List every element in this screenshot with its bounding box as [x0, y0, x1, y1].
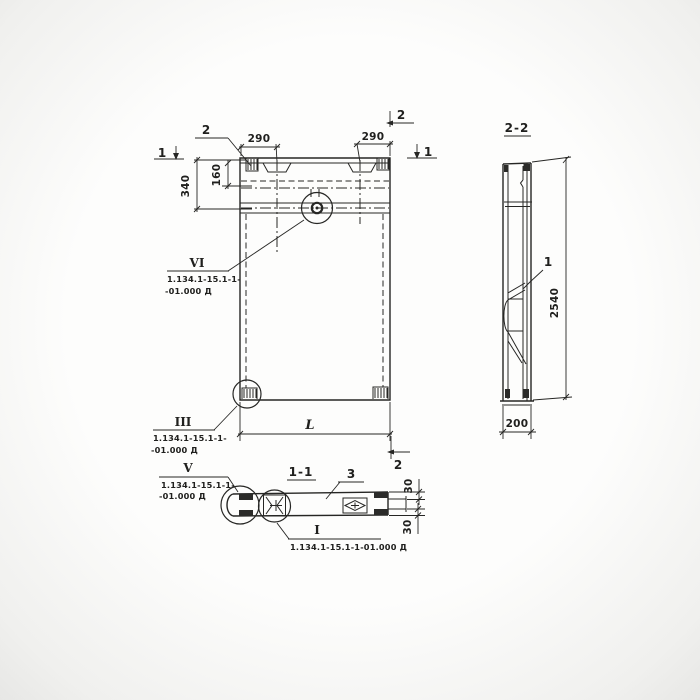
detail-v-ref-line2: -01.000 Д: [159, 491, 206, 501]
callout-1-label: 1: [543, 255, 553, 269]
detail-vi-label: VI: [189, 256, 205, 270]
detail-i-ref-line: 1.134.1-15.1-1-01.000 Д: [290, 542, 408, 552]
front-bottom-left-block: [242, 388, 257, 399]
front-outline: [240, 158, 390, 400]
dim-30-bottom: [389, 503, 425, 535]
callout-detail-iii: [151, 406, 237, 455]
detail-v-label: V: [183, 461, 193, 475]
dim-2540: [532, 156, 572, 400]
embedded-socket: [264, 495, 286, 516]
front-top-left-block: [246, 158, 258, 171]
front-hidden-lines: [241, 160, 389, 388]
detail-iii-ref-line2: -01.000 Д: [151, 445, 198, 455]
detail-vi-ref-line2: -01.000 Д: [165, 286, 212, 296]
callout-3: [326, 467, 364, 499]
section-mark-1-left: [154, 146, 184, 160]
detail-iii-ref-line1: 1.134.1-15.1-1-: [153, 433, 227, 443]
section-1-1-view: [159, 461, 425, 552]
callout-2-label: 2: [201, 123, 211, 137]
dim-30-top-value: 30: [403, 478, 415, 494]
section-1-1-title-text: 1-1: [288, 465, 314, 479]
front-view: [151, 108, 437, 472]
section-2-2-view: [499, 121, 572, 439]
dim-30-bottom-value: 30: [402, 519, 414, 535]
dim-290-left-value: 290: [247, 133, 271, 145]
side-outline: [500, 163, 534, 405]
section-mark-1-right: [407, 144, 437, 159]
front-top-notches: [263, 163, 376, 172]
embedded-plate: [343, 498, 367, 513]
section-mark-2-top: [386, 108, 414, 127]
detail-vi-ref-line1: 1.134.1-15.1-1-: [167, 274, 241, 284]
dim-160-value: 160: [211, 163, 223, 187]
dim-290-right-value: 290: [361, 131, 385, 143]
detail-i-label: I: [314, 523, 320, 537]
detail-v-ref-line1: 1.134.1-15.1-1-: [161, 480, 235, 490]
front-top-right-block: [377, 158, 389, 170]
callout-detail-i: [277, 523, 407, 552]
section-2-2-title-text: 2-2: [504, 121, 530, 135]
section-2-2-title: [504, 121, 531, 136]
detail-iii-label: III: [174, 415, 192, 429]
dim-L: [237, 402, 393, 441]
dim-340-value: 340: [180, 174, 192, 198]
dim-200: [499, 406, 536, 439]
section-1-1-title: [287, 465, 316, 480]
callout-3-label: 3: [346, 467, 356, 481]
section-mark-1-left-label: 1: [157, 146, 167, 160]
bar-tongue: [388, 496, 406, 512]
dim-2540-value: 2540: [549, 287, 561, 319]
dim-L-value: L: [305, 418, 315, 433]
section-mark-1-right-label: 1: [423, 145, 433, 159]
callout-detail-vi: [165, 220, 304, 296]
front-bottom-right-block: [373, 387, 388, 399]
side-inner-lines: [504, 163, 532, 401]
bar-end-blocks: [239, 492, 388, 516]
section-mark-2-top-label: 2: [396, 108, 406, 122]
callout-detail-v: [159, 461, 238, 501]
section-mark-2-bottom: [387, 436, 410, 472]
section-mark-2-bottom-label: 2: [393, 458, 403, 472]
dim-200-value: 200: [505, 418, 529, 430]
dim-30-top: [389, 478, 425, 505]
